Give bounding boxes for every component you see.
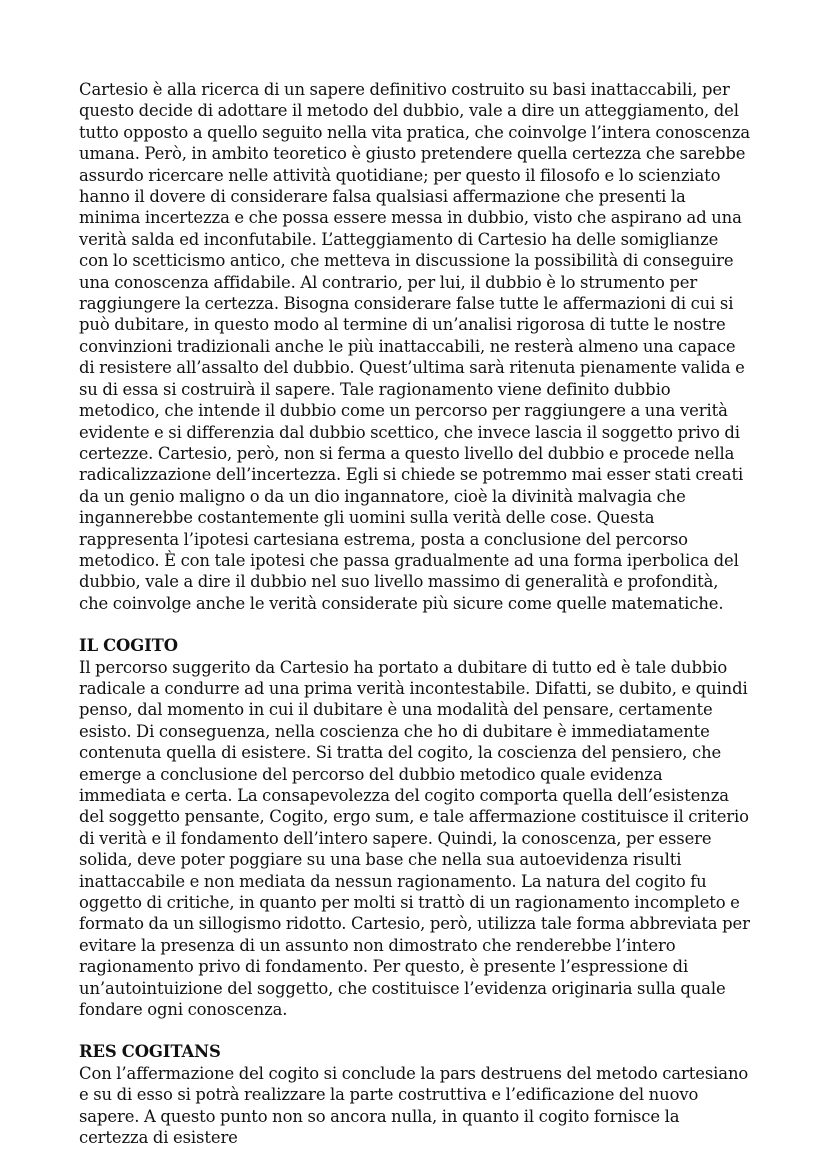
section-res-cogitans xyxy=(79,1041,751,1148)
intro-paragraph: Cartesio è alla ricerca di un sapere definitivo costruito su basi inattaccabili, per questo decide di adottare il metodo del dubbio, vale a dire un atteggiamento, del tutto opposto a quello seguito nella vita pratica, che coinvolge l’intera conoscenza umana. Però, in ambito teoretico è giusto pretendere quella certezza che sarebbe assurdo ricercare nelle attività quotidiane; per questo il filosofo e lo scienziato hanno il dovere di considerare falsa qualsiasi affermazione che presenti la minima incertezza e che possa essere messa in dubbio, visto che aspirano ad una verità salda ed inconfutabile. L’atteggiamento di Cartesio ha delle somiglianze con lo scetticismo antico, che metteva in discussione la possibilità di conseguire una conoscenza affidabile. Al contrario, per lui, il dubbio è lo strumento per raggiungere la certezza. Bisogna considerare false tutte le affermazioni di cui si può dubitare, in questo modo al termine di un’analisi rigorosa di tutte le nostre convinzioni tradizionali anche le più inattaccabili, ne resterà almeno una capace di resistere all’assalto del dubbio. Quest’ultima sarà ritenuta pienamente valida e su di essa si costruirà il sapere. Tale ragionamento viene definito dubbio metodico, che intende il dubbio come un percorso per raggiungere a una verità evidente e si differenzia dal dubbio scettico, che invece lascia il soggetto privo di certezze. Cartesio, però, non si ferma a questo livello del dubbio e procede nella radicalizzazione dell’incertezza. Egli si chiede se potremmo mai esser stati creati da un genio maligno o da un dio ingannatore, cioè la divinità malvagia che ingannerebbe costantemente gli uomini sulla verità delle cose. Questa rappresenta l’ipotesi cartesiana estrema, posta a conclusione del percorso metodico. È con tale ipotesi che passa gradualmente ad una forma iperbolica del dubbio, vale a dire il dubbio nel suo livello massimo di generalità e profondità, che coinvolge anche le verità considerate più sicure come quelle matematiche. xyxy=(79,80,751,613)
document-page xyxy=(79,79,751,1149)
section-title: IL COGITO xyxy=(79,636,178,656)
section-body: Il percorso suggerito da Cartesio ha portato a dubitare di tutto ed è tale dubbio radicale a condurre ad una prima verità incontestabile. Difatti, se dubito, e quindi penso, dal momento in cui il dubitare è una modalità del pensare, certamente esisto. Di conseguenza, nella coscienza che ho di dubitare è immediatamente contenuta quella di esistere. Si tratta del cogito, la coscienza del pensiero, che emerge a conclusione del percorso del dubbio metodico quale evidenza immediata e certa. La consapevolezza del cogito comporta quella dell’esistenza del soggetto pensante, Cogito, ergo sum, e tale affermazione costituisce il criterio di verità e il fondamento dell’intero sapere. Quindi, la conoscenza, per essere solida, deve poter poggiare su una base che nella sua autoevidenza risulti inattaccabile e non mediata da nessun ragionamento. La natura del cogito fu oggetto di critiche, in quanto per molti si trattò di un ragionamento incompleto e formato da un sillogismo ridotto. Cartesio, però, utilizza tale forma abbreviata per evitare la presenza di un assunto non dimostrato che renderebbe l’intero ragionamento privo di fondamento. Per questo, è presente l’espressione di un’autointuizione del soggetto, che costituisce l’evidenza originaria sulla quale fondare ogni conoscenza. xyxy=(79,657,750,1020)
section-body: Con l’affermazione del cogito si conclude la pars destruens del metodo cartesiano e su di esso si potrà realizzare la parte costruttiva e l’edificazione del nuovo sapere. A questo punto non so ancora nulla, in quanto il cogito fornisce la certezza di esistere xyxy=(79,1063,749,1148)
section-cogito xyxy=(79,635,751,1020)
section-title: RES COGITANS xyxy=(79,1042,221,1062)
